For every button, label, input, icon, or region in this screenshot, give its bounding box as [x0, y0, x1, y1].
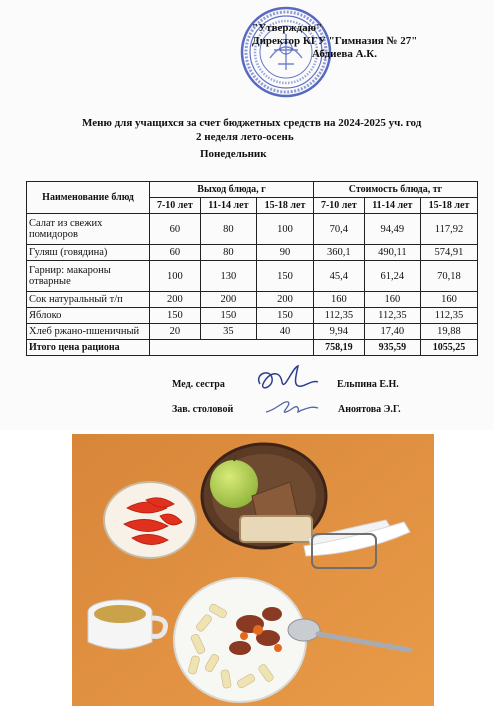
table-cell: 45,4 [313, 261, 364, 292]
table-cell: 490,11 [364, 245, 420, 261]
table-row [27, 261, 478, 292]
menu-title: Меню для учащихся за счет бюджетных средств на 2024-2025 уч. год [82, 117, 422, 129]
total-cell: 1055,25 [420, 340, 477, 356]
total-cell: 935,59 [364, 340, 420, 356]
table-row [27, 324, 478, 340]
table-cell: 200 [150, 292, 201, 308]
table-cell: 112,35 [313, 308, 364, 324]
day-label: Понедельник [200, 148, 267, 160]
age-group: 11-14 лет [364, 198, 420, 214]
table-cell: 160 [420, 292, 477, 308]
column-header-name: Наименование блюд [27, 182, 150, 214]
canteen-name: Аноятова Э.Г. [338, 404, 401, 415]
table-cell: 80 [200, 214, 256, 245]
table-cell: 112,35 [420, 308, 477, 324]
table-row [27, 245, 478, 261]
dish-name: Гуляш (говядина) [27, 245, 150, 261]
approval-line: "Утверждаю" [252, 22, 323, 34]
table-cell: 40 [257, 324, 314, 340]
table-cell: 90 [257, 245, 314, 261]
canteen-signature [262, 396, 322, 418]
approval-block [252, 22, 417, 61]
total-row [27, 340, 478, 356]
table-cell: 80 [200, 245, 256, 261]
nurse-signature [252, 362, 322, 396]
table-cell: 130 [200, 261, 256, 292]
approval-name: Абдиева А.К. [312, 48, 378, 60]
table-cell: 200 [257, 292, 314, 308]
age-group: 15-18 лет [257, 198, 314, 214]
total-cell: 758,19 [313, 340, 364, 356]
table-cell: 160 [313, 292, 364, 308]
dish-name: Салат из свежих помидоров [27, 214, 150, 245]
table-cell: 94,49 [364, 214, 420, 245]
column-header-output: Выход блюда, г [150, 182, 314, 198]
table-cell: 9,94 [313, 324, 364, 340]
menu-table [26, 181, 478, 356]
table-row [27, 292, 478, 308]
table-row [27, 308, 478, 324]
total-empty-cell [150, 340, 314, 356]
table-cell: 100 [150, 261, 201, 292]
nurse-name: Ельпина Е.Н. [337, 379, 399, 390]
table-cell: 150 [150, 308, 201, 324]
dish-name: Хлеб ржано-пшеничный [27, 324, 150, 340]
table-cell: 17,40 [364, 324, 420, 340]
table-row [27, 214, 478, 245]
nurse-role: Мед. сестра [172, 379, 225, 390]
dish-name: Сок натуральный т/п [27, 292, 150, 308]
table-cell: 112,35 [364, 308, 420, 324]
table-cell: 70,18 [420, 261, 477, 292]
table-cell: 35 [200, 324, 256, 340]
age-group: 7-10 лет [150, 198, 201, 214]
table-cell: 574,91 [420, 245, 477, 261]
table-cell: 200 [200, 292, 256, 308]
dish-name: Гарнир: макароны отварные [27, 261, 150, 292]
age-group: 7-10 лет [313, 198, 364, 214]
table-cell: 19,88 [420, 324, 477, 340]
table-cell: 70,4 [313, 214, 364, 245]
table-cell: 150 [200, 308, 256, 324]
table-cell: 61,24 [364, 261, 420, 292]
week-label: 2 неделя лето-осень [196, 131, 294, 143]
approval-director: Директор КГУ "Гимназия № 27" [252, 35, 418, 47]
total-label: Итого цена рациона [27, 340, 150, 356]
table-cell: 150 [257, 261, 314, 292]
dish-name: Яблоко [27, 308, 150, 324]
table-cell: 60 [150, 245, 201, 261]
column-header-cost: Стоимость блюда, тг [313, 182, 477, 198]
canteen-role: Зав. столовой [172, 404, 234, 415]
table-cell: 117,92 [420, 214, 477, 245]
table-cell: 60 [150, 214, 201, 245]
table-cell: 100 [257, 214, 314, 245]
table-cell: 150 [257, 308, 314, 324]
table-cell: 160 [364, 292, 420, 308]
lunch-photo [72, 434, 434, 706]
table-header-row [27, 182, 478, 198]
age-group: 11-14 лет [200, 198, 256, 214]
age-group: 15-18 лет [420, 198, 477, 214]
table-cell: 20 [150, 324, 201, 340]
table-cell: 360,1 [313, 245, 364, 261]
